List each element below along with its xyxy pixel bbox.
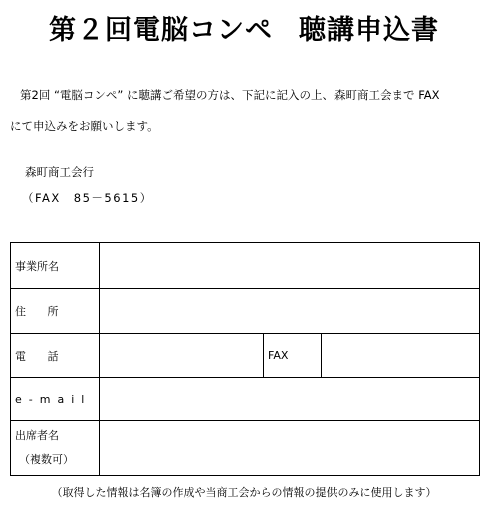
attendee-field[interactable]	[100, 421, 480, 476]
intro-paragraph	[10, 80, 480, 142]
fax-label: FAX	[264, 334, 322, 378]
document-title	[0, 8, 488, 47]
attendee-label-cell	[11, 421, 100, 476]
phone-label: 電 話	[11, 334, 100, 378]
attendee-label: 出席者名	[15, 429, 59, 442]
title-sub: 聴講申込書	[299, 15, 439, 46]
row-attendee	[11, 421, 480, 476]
intro-line-2: にて申込みをお願いします。	[10, 119, 159, 133]
row-business-name	[11, 243, 480, 289]
privacy-note: （取得した情報は名簿の作成や当商工会からの情報の提供のみに使用します）	[51, 486, 437, 499]
row-email	[11, 378, 480, 421]
email-label: e-mail	[11, 378, 100, 421]
row-address	[11, 289, 480, 334]
fax-number-text: （FAX 85－5615）	[22, 191, 153, 205]
address-field[interactable]	[100, 289, 480, 334]
recipient-text: 森町商工会行	[25, 165, 94, 179]
fax-field[interactable]	[322, 334, 480, 378]
email-field[interactable]	[100, 378, 480, 421]
address-label: 住 所	[11, 289, 100, 334]
business-name-field[interactable]	[100, 243, 480, 289]
row-phone-fax	[11, 334, 480, 378]
business-name-label: 事業所名	[11, 243, 100, 289]
title-main: 第２回電脳コンペ	[49, 15, 273, 46]
phone-field[interactable]	[100, 334, 264, 378]
intro-line-1: 第2回 “電脳コンペ” に聴講ご希望の方は、下記に記入の上、森町商工会まで FAX	[20, 88, 440, 102]
application-form-table	[10, 242, 480, 476]
attendee-note: （複数可）	[19, 453, 74, 466]
